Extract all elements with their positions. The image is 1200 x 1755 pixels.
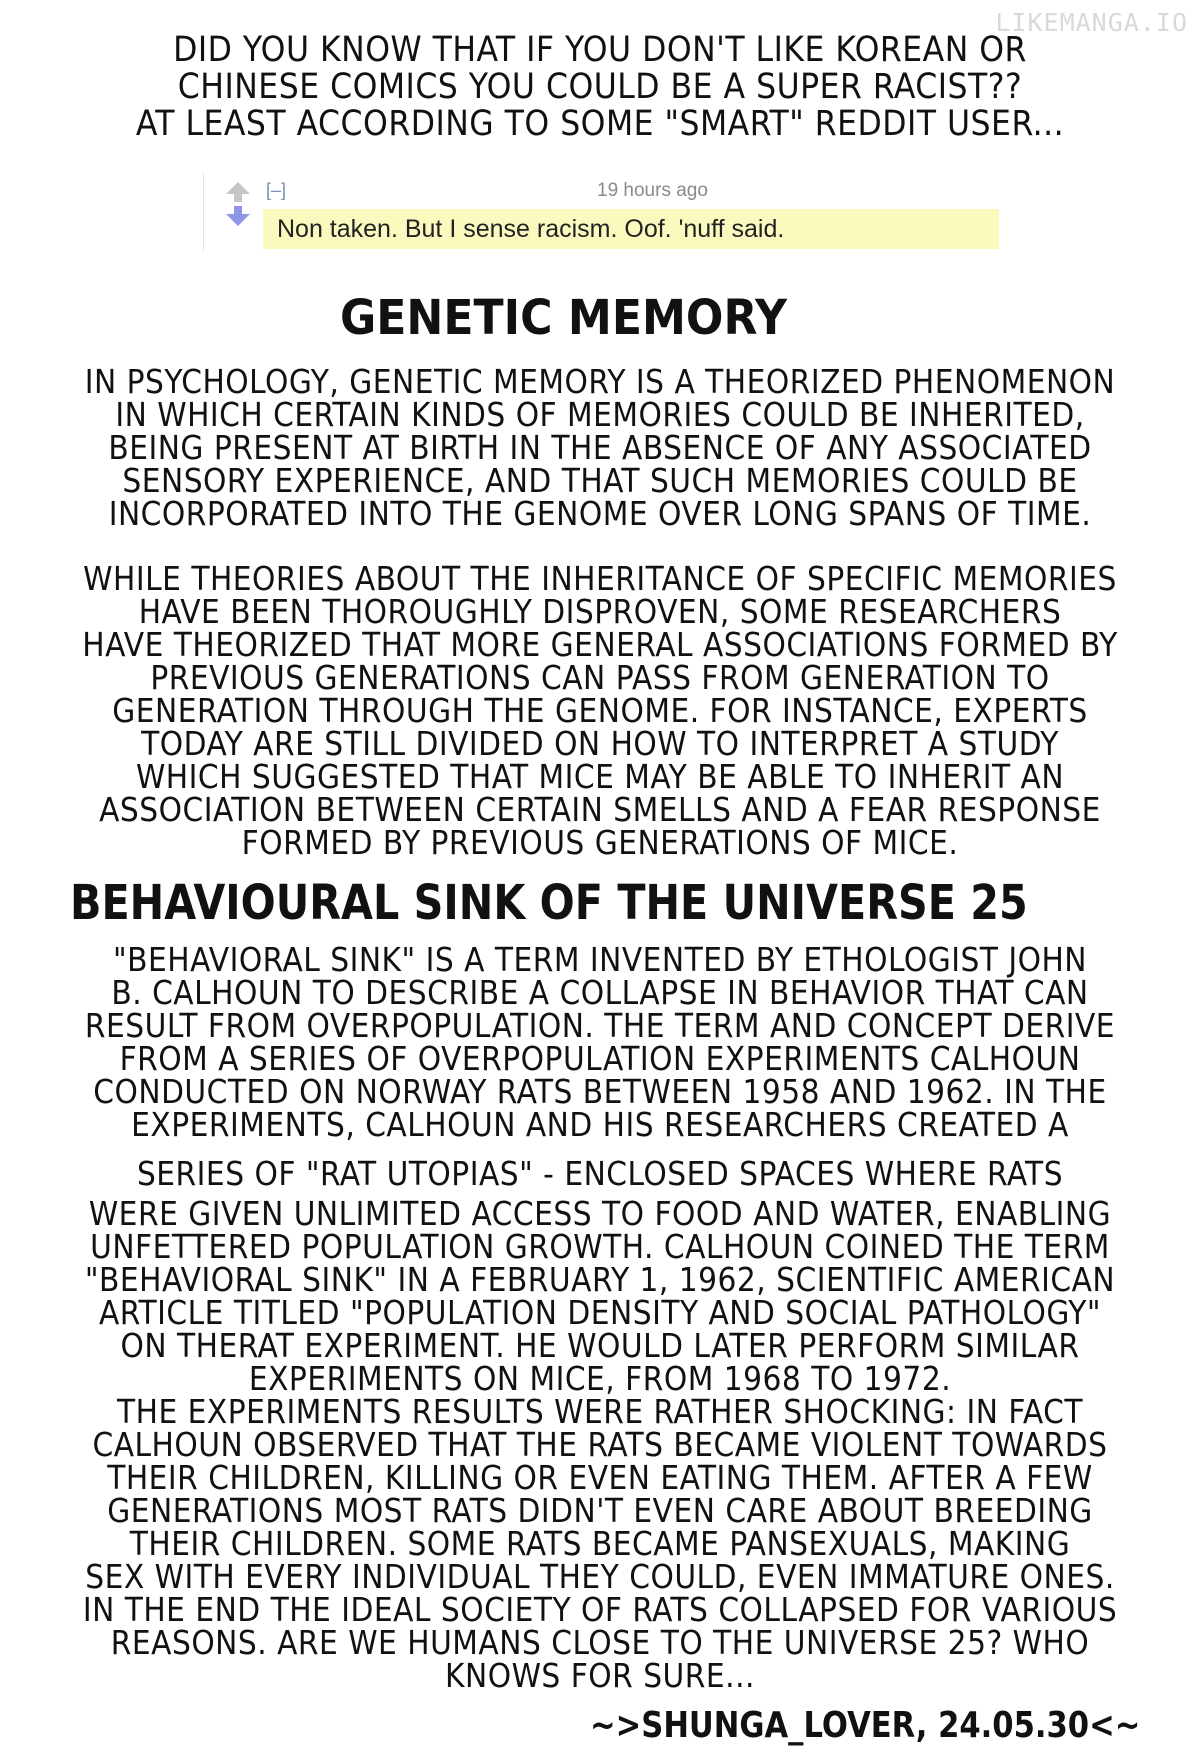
text-line: GENERATIONS MOST RATS DIDN'T EVEN CARE ABOUT BREEDING (107, 1491, 1093, 1530)
text-line: THEIR CHILDREN. SOME RATS BECAME PANSEXUALS, MAKING (129, 1524, 1071, 1563)
intro-line: AT LEAST ACCORDING TO SOME "SMART" REDDIT USER... (135, 104, 1065, 144)
text-line: HAVE BEEN THOROUGHLY DISPROVEN, SOME RESEARCHERS (138, 592, 1062, 631)
collapse-toggle[interactable]: [–] (266, 180, 287, 200)
text-line: BEING PRESENT AT BIRTH IN THE ABSENCE OF ANY ASSOCIATED (108, 428, 1092, 467)
behavioural-sink-paragraph-3 (10, 1194, 1190, 1695)
text-line: PREVIOUS GENERATIONS CAN PASS FROM GENERATION TO (150, 658, 1050, 697)
text-line: SEX WITH EVERY INDIVIDUAL THEY COULD, EVEN IMMATURE ONES. (85, 1557, 1115, 1596)
text-line: FORMED BY PREVIOUS GENERATIONS OF MICE. (241, 823, 959, 862)
text-line: ON THERAT EXPERIMENT. HE WOULD LATER PERFORM SIMILAR (120, 1326, 1080, 1365)
text-line: THE EXPERIMENTS RESULTS WERE RATHER SHOCKING: IN FACT (116, 1392, 1083, 1431)
text-line: B. CALHOUN TO DESCRIBE A COLLAPSE IN BEHAVIOR THAT CAN (111, 973, 1089, 1012)
text-line: THEIR CHILDREN, KILLING OR EVEN EATING THEM. AFTER A FEW (107, 1458, 1093, 1497)
text-line: WHICH SUGGESTED THAT MICE MAY BE ABLE TO INHERIT AN (135, 757, 1065, 796)
text-line: RESULT FROM OVERPOPULATION. THE TERM AND CONCEPT DERIVE (84, 1006, 1116, 1045)
watermark: LIKEMANGA.IO (995, 8, 1188, 37)
section-title-behavioural-sink: BEHAVIOURAL SINK OF THE UNIVERSE 25 (70, 875, 1028, 931)
text-line: IN THE END THE IDEAL SOCIETY OF RATS COLLAPSED FOR VARIOUS (82, 1590, 1118, 1629)
text-line: EXPERIMENTS, CALHOUN AND HIS RESEARCHERS CREATED A (131, 1105, 1069, 1144)
comment-timestamp: 19 hours ago (597, 180, 708, 201)
text-line: SENSORY EXPERIENCE, AND THAT SUCH MEMORIES COULD BE (122, 461, 1078, 500)
intro-line: DID YOU KNOW THAT IF YOU DON'T LIKE KOREAN OR (173, 30, 1027, 70)
author-signature: ~>SHUNGA_LOVER, 24.05.30<~ (590, 1705, 1141, 1746)
text-line: TODAY ARE STILL DIVIDED ON HOW TO INTERPRET A STUDY (141, 724, 1059, 763)
behavioural-sink-paragraph-1 (10, 940, 1190, 1144)
reddit-comment (203, 172, 1004, 252)
text-line: "BEHAVIORAL SINK" IN A FEBRUARY 1, 1962, SCIENTIFIC AMERICAN (84, 1260, 1116, 1299)
intro-text (20, 32, 1180, 143)
text-line: UNFETTERED POPULATION GROWTH. CALHOUN COINED THE TERM (90, 1227, 1110, 1266)
text-line: REASONS. ARE WE HUMANS CLOSE TO THE UNIVERSE 25? WHO (110, 1623, 1090, 1662)
comment-text: Non taken. But I sense racism. Oof. 'nuff said. (263, 209, 999, 249)
text-line: "BEHAVIORAL SINK" IS A TERM INVENTED BY ETHOLOGIST JOHN (112, 940, 1088, 979)
text-line: KNOWS FOR SURE... (445, 1656, 755, 1695)
text-line: HAVE THEORIZED THAT MORE GENERAL ASSOCIATIONS FORMED BY (82, 625, 1118, 664)
genetic-memory-paragraph-2 (10, 559, 1190, 862)
behavioural-sink-paragraph-2 (10, 1154, 1190, 1193)
downvote-arrow-icon[interactable] (226, 214, 250, 226)
text-line: ASSOCIATION BETWEEN CERTAIN SMELLS AND A FEAR RESPONSE (99, 790, 1101, 829)
text-line: WERE GIVEN UNLIMITED ACCESS TO FOOD AND WATER, ENABLING (88, 1194, 1112, 1233)
text-line: CONDUCTED ON NORWAY RATS BETWEEN 1958 AND 1962. IN THE (93, 1072, 1107, 1111)
text-line: IN PSYCHOLOGY, GENETIC MEMORY IS A THEORIZED PHENOMENON (84, 362, 1116, 401)
text-line: EXPERIMENTS ON MICE, FROM 1968 TO 1972. (248, 1359, 952, 1398)
text-line: SERIES OF "RAT UTOPIAS" - ENCLOSED SPACES WHERE RATS (136, 1154, 1064, 1193)
text-line: GENERATION THROUGH THE GENOME. FOR INSTANCE, EXPERTS (112, 691, 1088, 730)
text-line: WHILE THEORIES ABOUT THE INHERITANCE OF SPECIFIC MEMORIES (83, 559, 1117, 598)
text-line: FROM A SERIES OF OVERPOPULATION EXPERIMENTS CALHOUN (119, 1039, 1081, 1078)
text-line: ARTICLE TITLED "POPULATION DENSITY AND SOCIAL PATHOLOGY" (99, 1293, 1101, 1332)
genetic-memory-paragraph-1 (10, 362, 1190, 533)
text-line: INCORPORATED INTO THE GENOME OVER LONG SPANS OF TIME. (108, 494, 1092, 533)
upvote-arrow-icon[interactable] (226, 182, 250, 194)
section-title-genetic-memory: GENETIC MEMORY (340, 290, 788, 346)
intro-line: CHINESE COMICS YOU COULD BE A SUPER RACIST?? (177, 67, 1023, 107)
text-line: CALHOUN OBSERVED THAT THE RATS BECAME VIOLENT TOWARDS (92, 1425, 1108, 1464)
text-line: IN WHICH CERTAIN KINDS OF MEMORIES COULD BE INHERITED, (115, 395, 1085, 434)
